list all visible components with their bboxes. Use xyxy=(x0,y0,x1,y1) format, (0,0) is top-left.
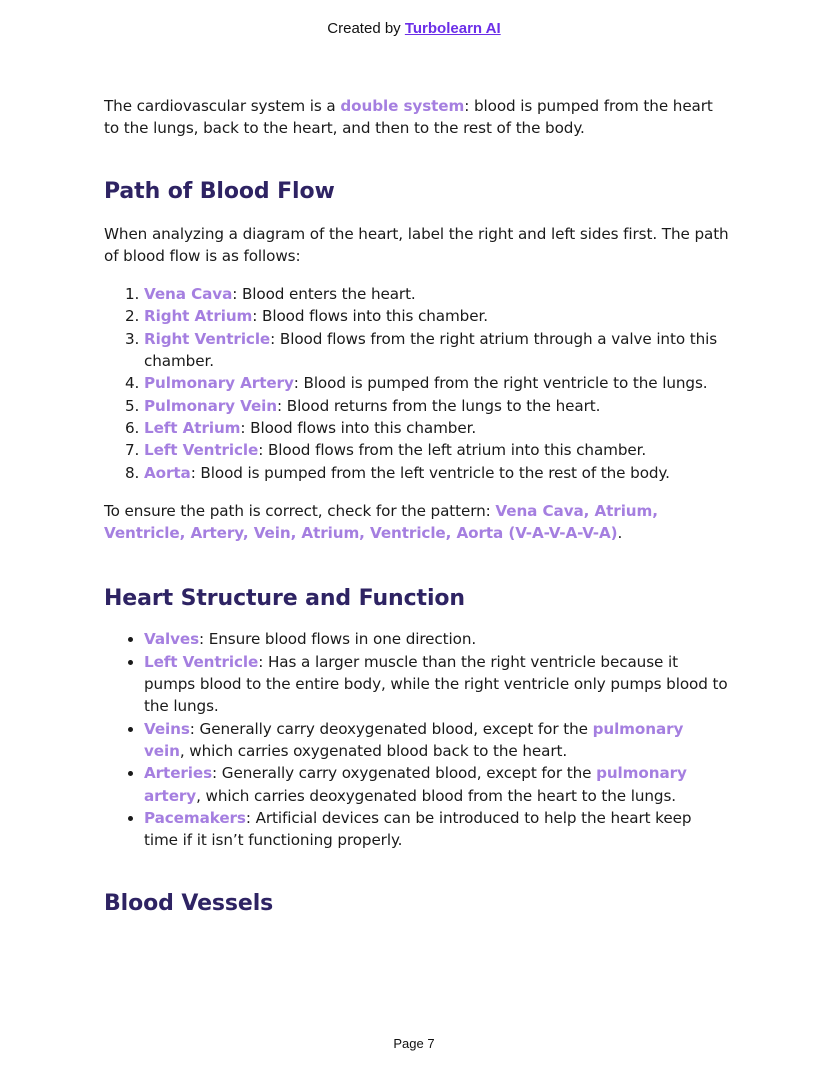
turbolearn-link[interactable]: Turbolearn AI xyxy=(404,20,501,37)
highlighted-term: Vena Cava, Atrium, Ventricle, Artery, Vein, Atrium, Ventricle, Aorta (V-A-V-A-V-A) xyxy=(104,501,658,543)
highlighted-term: pulmonary artery xyxy=(144,764,687,805)
page-number: Page 7 xyxy=(393,1036,435,1051)
page-header xyxy=(0,20,828,37)
list-item xyxy=(144,762,729,807)
list-item xyxy=(144,439,729,461)
text-run: : Artificial devices can be introduced to help the heart keep time if it isn’t functioning properly. xyxy=(144,808,692,850)
header-prefix: Created by xyxy=(327,20,405,37)
highlighted-term: Right Atrium xyxy=(144,307,253,326)
text-run: : Blood flows from the left atrium into this chamber. xyxy=(258,441,647,460)
highlighted-term: Pulmonary Vein xyxy=(144,396,277,415)
list-item xyxy=(144,651,729,718)
section-heading-path-of-blood-flow: Path of Blood Flow xyxy=(104,178,335,204)
text-run: , which carries deoxygenated blood from the heart to the lungs. xyxy=(196,786,676,805)
text-run: : Blood enters the heart. xyxy=(232,285,416,304)
highlighted-term: Veins xyxy=(144,719,190,738)
text-run: . xyxy=(617,524,623,543)
list-item xyxy=(144,283,729,305)
section-heading-heart-structure: Heart Structure and Function xyxy=(104,586,465,612)
text-run: : Blood flows into this chamber. xyxy=(252,307,488,326)
text-run: : Generally carry oxygenated blood, except for the xyxy=(212,764,597,783)
list-item xyxy=(144,417,729,439)
list-item xyxy=(144,395,729,417)
text-run: : Ensure blood flows in one direction. xyxy=(199,630,477,649)
list-item xyxy=(144,328,729,373)
text-run: : Generally carry deoxygenated blood, except for the xyxy=(189,719,593,738)
highlighted-term: double system xyxy=(340,97,465,115)
highlighted-term: Arteries xyxy=(144,764,213,783)
list-item xyxy=(144,807,729,852)
text-run: When analyzing a diagram of the heart, label the right and left sides first. The path of blood flow is as follows: xyxy=(104,224,729,265)
highlighted-term: Aorta xyxy=(144,463,191,482)
text-run: To ensure the path is correct, check for the pattern: xyxy=(104,501,496,520)
list-item xyxy=(144,305,729,327)
text-run: The cardiovascular system is a xyxy=(104,97,341,115)
highlighted-term: Right Ventricle xyxy=(144,329,271,348)
text-run: : Blood is pumped from the left ventricle to the rest of the body. xyxy=(190,463,670,482)
section-heading-blood-vessels: Blood Vessels xyxy=(104,891,274,917)
text-run: : Blood flows into this chamber. xyxy=(240,418,477,437)
intro-paragraph xyxy=(104,95,729,140)
text-run: : Has a larger muscle than the right ventricle because it pumps blood to the entire body, while the right ventricle only pumps blood to the lungs. xyxy=(144,652,728,716)
path-intro-paragraph xyxy=(104,223,729,268)
highlighted-term: Left Ventricle xyxy=(144,652,259,671)
list-item xyxy=(144,372,729,394)
text-run: : blood is pumped from the heart to the lungs, back to the heart, and then to the rest of the body. xyxy=(104,97,713,138)
text-run: : Blood is pumped from the right ventricle to the lungs. xyxy=(293,374,708,393)
pattern-check-paragraph xyxy=(104,500,729,545)
highlighted-term: Left Atrium xyxy=(144,418,241,437)
text-run: , which carries oxygenated blood back to the heart. xyxy=(179,741,568,760)
heart-structure-list xyxy=(104,628,729,851)
list-item xyxy=(144,628,729,650)
text-run: : Blood flows from the right atrium through a valve into this chamber. xyxy=(144,329,718,371)
list-item xyxy=(144,718,729,763)
document-body xyxy=(104,95,729,919)
list-item xyxy=(144,462,729,484)
highlighted-term: Pulmonary Artery xyxy=(144,374,294,393)
highlighted-term: Valves xyxy=(144,630,200,649)
blood-flow-steps-list xyxy=(104,283,729,484)
highlighted-term: Vena Cava xyxy=(144,285,233,304)
highlighted-term: Pacemakers xyxy=(144,808,246,827)
highlighted-term: Left Ventricle xyxy=(144,441,259,460)
highlighted-term: pulmonary vein xyxy=(144,719,684,760)
text-run: : Blood returns from the lungs to the heart. xyxy=(277,396,601,415)
